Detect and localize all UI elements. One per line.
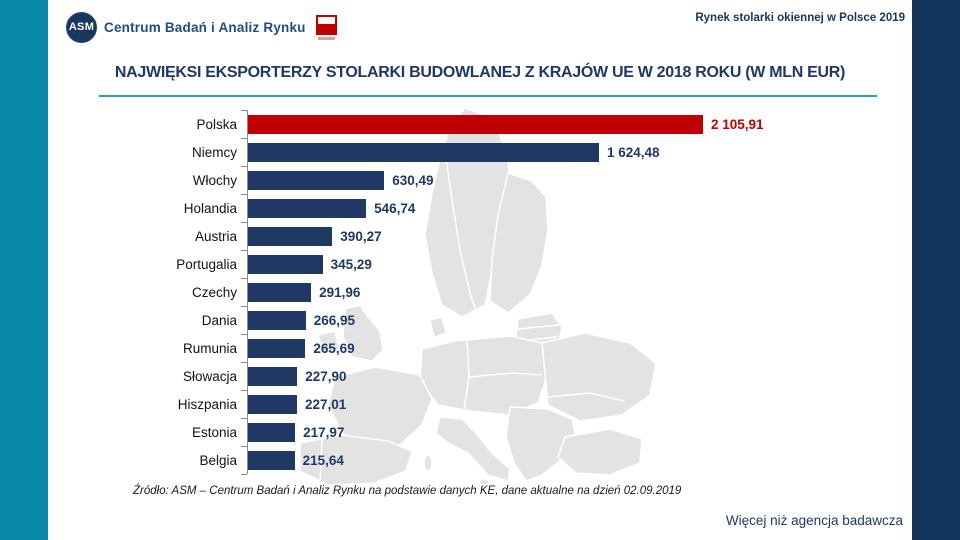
poland-flag-box <box>316 15 337 35</box>
chart-row <box>62 138 910 166</box>
axis-ticks <box>241 110 247 475</box>
bar-czechy <box>248 283 311 302</box>
bar-zone <box>247 334 910 362</box>
value-label: 1 624,48 <box>607 144 660 160</box>
axis-tick <box>241 334 247 335</box>
asm-logo-circle-icon: ASM <box>66 12 97 43</box>
axis-tick <box>241 194 247 195</box>
bar-estonia <box>248 423 295 442</box>
category-label: Austria <box>194 228 237 244</box>
category-label: Hiszpania <box>177 396 237 412</box>
bar-zone <box>247 362 910 390</box>
bar-słowacja <box>248 367 297 386</box>
axis-tick <box>241 390 247 391</box>
bar-holandia <box>248 199 366 218</box>
asm-logo <box>66 11 337 43</box>
chart-row <box>62 446 910 474</box>
value-label: 630,49 <box>392 172 434 188</box>
chart-row <box>62 418 910 446</box>
flag-red-stripe <box>318 24 335 33</box>
bar-dania <box>248 311 306 330</box>
chart-row <box>62 222 910 250</box>
chart-rows <box>62 110 910 474</box>
poland-flag-icon <box>316 15 337 40</box>
bar-zone <box>247 278 910 306</box>
value-label: 217,97 <box>303 424 345 440</box>
chart-row <box>62 306 910 334</box>
axis-tick <box>241 110 247 111</box>
axis-tick <box>241 418 247 419</box>
category-label: Polska <box>196 116 237 132</box>
report-label: Rynek stolarki okiennej w Polsce 2019 <box>695 12 905 24</box>
axis-tick <box>241 250 247 251</box>
category-label: Niemcy <box>191 144 237 160</box>
category-label: Estonia <box>191 424 237 440</box>
category-label: Rumunia <box>182 340 237 356</box>
page-title: NAJWIĘKSI EKSPORTERZY STOLARKI BUDOWLANEJ Z KRAJÓW UE W 2018 ROKU (W MLN EUR) <box>114 64 846 81</box>
bar-zone <box>247 306 910 334</box>
bar-zone <box>247 418 910 446</box>
chart-row <box>62 194 910 222</box>
flag-caption <box>318 37 335 40</box>
bar-zone <box>247 166 910 194</box>
bar-rumunia <box>248 339 305 358</box>
axis-tick <box>241 474 247 475</box>
value-label: 291,96 <box>319 284 361 300</box>
category-label: Portugalia <box>176 256 237 272</box>
source-note: Źródło: ASM – Centrum Badań i Analiz Rynku na podstawie danych KE, dane aktualne na dzień 02.09.2019 <box>133 485 682 497</box>
bar-zone <box>247 390 910 418</box>
chart-row <box>62 250 910 278</box>
axis-tick <box>241 222 247 223</box>
axis-tick <box>241 138 247 139</box>
axis-tick <box>241 166 247 167</box>
chart-row <box>62 166 910 194</box>
category-label: Dania <box>201 312 237 328</box>
bar-zone <box>247 110 910 138</box>
chart-row <box>62 110 910 138</box>
bar-chart <box>62 110 910 474</box>
bar-zone <box>247 194 910 222</box>
axis-tick <box>241 278 247 279</box>
category-label: Włochy <box>192 172 237 188</box>
chart-row <box>62 334 910 362</box>
tagline: Więcej niż agencja badawcza <box>725 513 903 528</box>
bar-belgia <box>248 451 295 470</box>
bar-portugalia <box>248 255 323 274</box>
axis-tick <box>241 446 247 447</box>
chart-row <box>62 362 910 390</box>
logo-name: Centrum Badań i Analiz Rynku <box>104 19 306 35</box>
category-label: Słowacja <box>182 368 237 384</box>
value-label: 215,64 <box>302 452 344 468</box>
axis-tick <box>241 362 247 363</box>
value-label: 390,27 <box>340 228 382 244</box>
axis-tick <box>241 306 247 307</box>
value-label: 227,01 <box>305 396 347 412</box>
bar-zone <box>247 446 910 474</box>
bar-hiszpania <box>248 395 297 414</box>
chart-row <box>62 390 910 418</box>
bar-zone <box>247 250 910 278</box>
bar-zone <box>247 138 910 166</box>
value-label: 227,90 <box>305 368 347 384</box>
category-label: Czechy <box>191 284 237 300</box>
bar-niemcy <box>248 143 599 162</box>
flag-white-stripe <box>318 17 335 24</box>
right-accent-bar <box>912 0 960 540</box>
value-label: 266,95 <box>313 312 355 328</box>
value-label: 345,29 <box>330 256 372 272</box>
value-label: 546,74 <box>374 200 416 216</box>
bar-austria <box>248 227 332 246</box>
category-label: Holandia <box>183 200 237 216</box>
bar-polska <box>248 115 703 134</box>
left-accent-bar <box>0 0 48 540</box>
bar-zone <box>247 222 910 250</box>
title-underline <box>99 95 877 97</box>
value-label: 2 105,91 <box>711 116 764 132</box>
value-label: 265,69 <box>313 340 355 356</box>
bar-włochy <box>248 171 384 190</box>
category-label: Belgia <box>199 452 237 468</box>
chart-row <box>62 278 910 306</box>
